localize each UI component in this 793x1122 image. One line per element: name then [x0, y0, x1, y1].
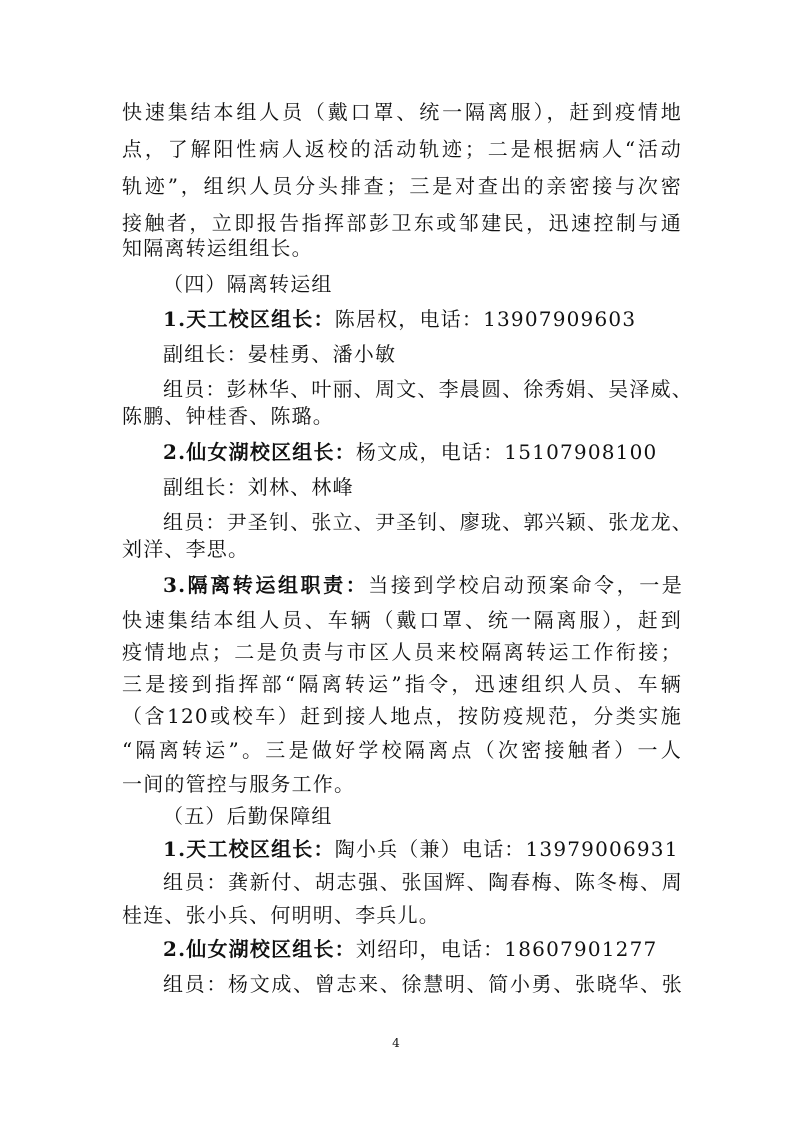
text-line: “隔离转运”。三是做好学校隔离点（次密接触者）一人	[122, 738, 682, 762]
team-leader-line: 1.天工校区组长：陈居权，电话：13907909603	[163, 307, 637, 331]
text-line: 接触者，立即报告指挥部彭卫东或邹建民，迅速控制与通	[122, 211, 682, 235]
text-line: 刘洋、李思。	[122, 537, 250, 561]
text-line: 疫情地点；二是负责与市区人员来校隔离转运工作衔接；	[122, 640, 682, 664]
text-line: 知隔离转运组组长。	[122, 236, 313, 260]
text-line: 陈鹏、钟桂香、陈璐。	[122, 404, 334, 428]
team-leader-line: 1.天工校区组长：陶小兵（兼）电话：13979006931	[163, 837, 679, 861]
text-line: 三是接到指挥部“隔离转运”指令，迅速组织人员、车辆	[122, 672, 682, 696]
members-line: 组员：龚新付、胡志强、张国辉、陶春梅、陈冬梅、周	[163, 870, 683, 894]
section-heading: （四）隔离转运组	[163, 272, 333, 296]
members-line: 组员：杨文成、曾志来、徐慧明、简小勇、张晓华、张	[163, 972, 683, 996]
team-leader-line: 2.仙女湖校区组长：刘绍印，电话：18607901277	[163, 937, 658, 961]
members-line: 组员：彭林华、叶丽、周文、李晨圆、徐秀娟、吴泽威、	[163, 377, 693, 401]
text-line: （含120或校车）赶到接人地点，按防疫规范，分类实施	[122, 704, 682, 728]
duties-line: 3.隔离转运组职责：当接到学校启动预案命令，一是	[163, 573, 683, 597]
section-heading: （五）后勤保障组	[163, 804, 333, 828]
text-line: 一间的管控与服务工作。	[122, 772, 356, 796]
text-line: 桂连、张小兵、何明明、李兵儿。	[122, 903, 440, 927]
members-line: 组员：尹圣钊、张立、尹圣钊、廖珑、郭兴颖、张龙龙、	[163, 510, 693, 534]
text-line: 快速集结本组人员（戴口罩、统一隔离服），赶到疫情地	[122, 100, 682, 124]
text-line: 轨迹”，组织人员分头排查；三是对查出的亲密接与次密	[122, 174, 682, 198]
text-line: 快速集结本组人员、车辆（戴口罩、统一隔离服），赶到	[122, 608, 682, 632]
deputy-leader-line: 副组长：刘林、林峰	[163, 475, 354, 499]
team-leader-line: 2.仙女湖校区组长：杨文成，电话：15107908100	[163, 440, 658, 464]
page-number: 4	[392, 1036, 400, 1050]
deputy-leader-line: 副组长：晏桂勇、潘小敏	[163, 342, 397, 366]
text-line: 点，了解阳性病人返校的活动轨迹；二是根据病人“活动	[122, 137, 682, 161]
